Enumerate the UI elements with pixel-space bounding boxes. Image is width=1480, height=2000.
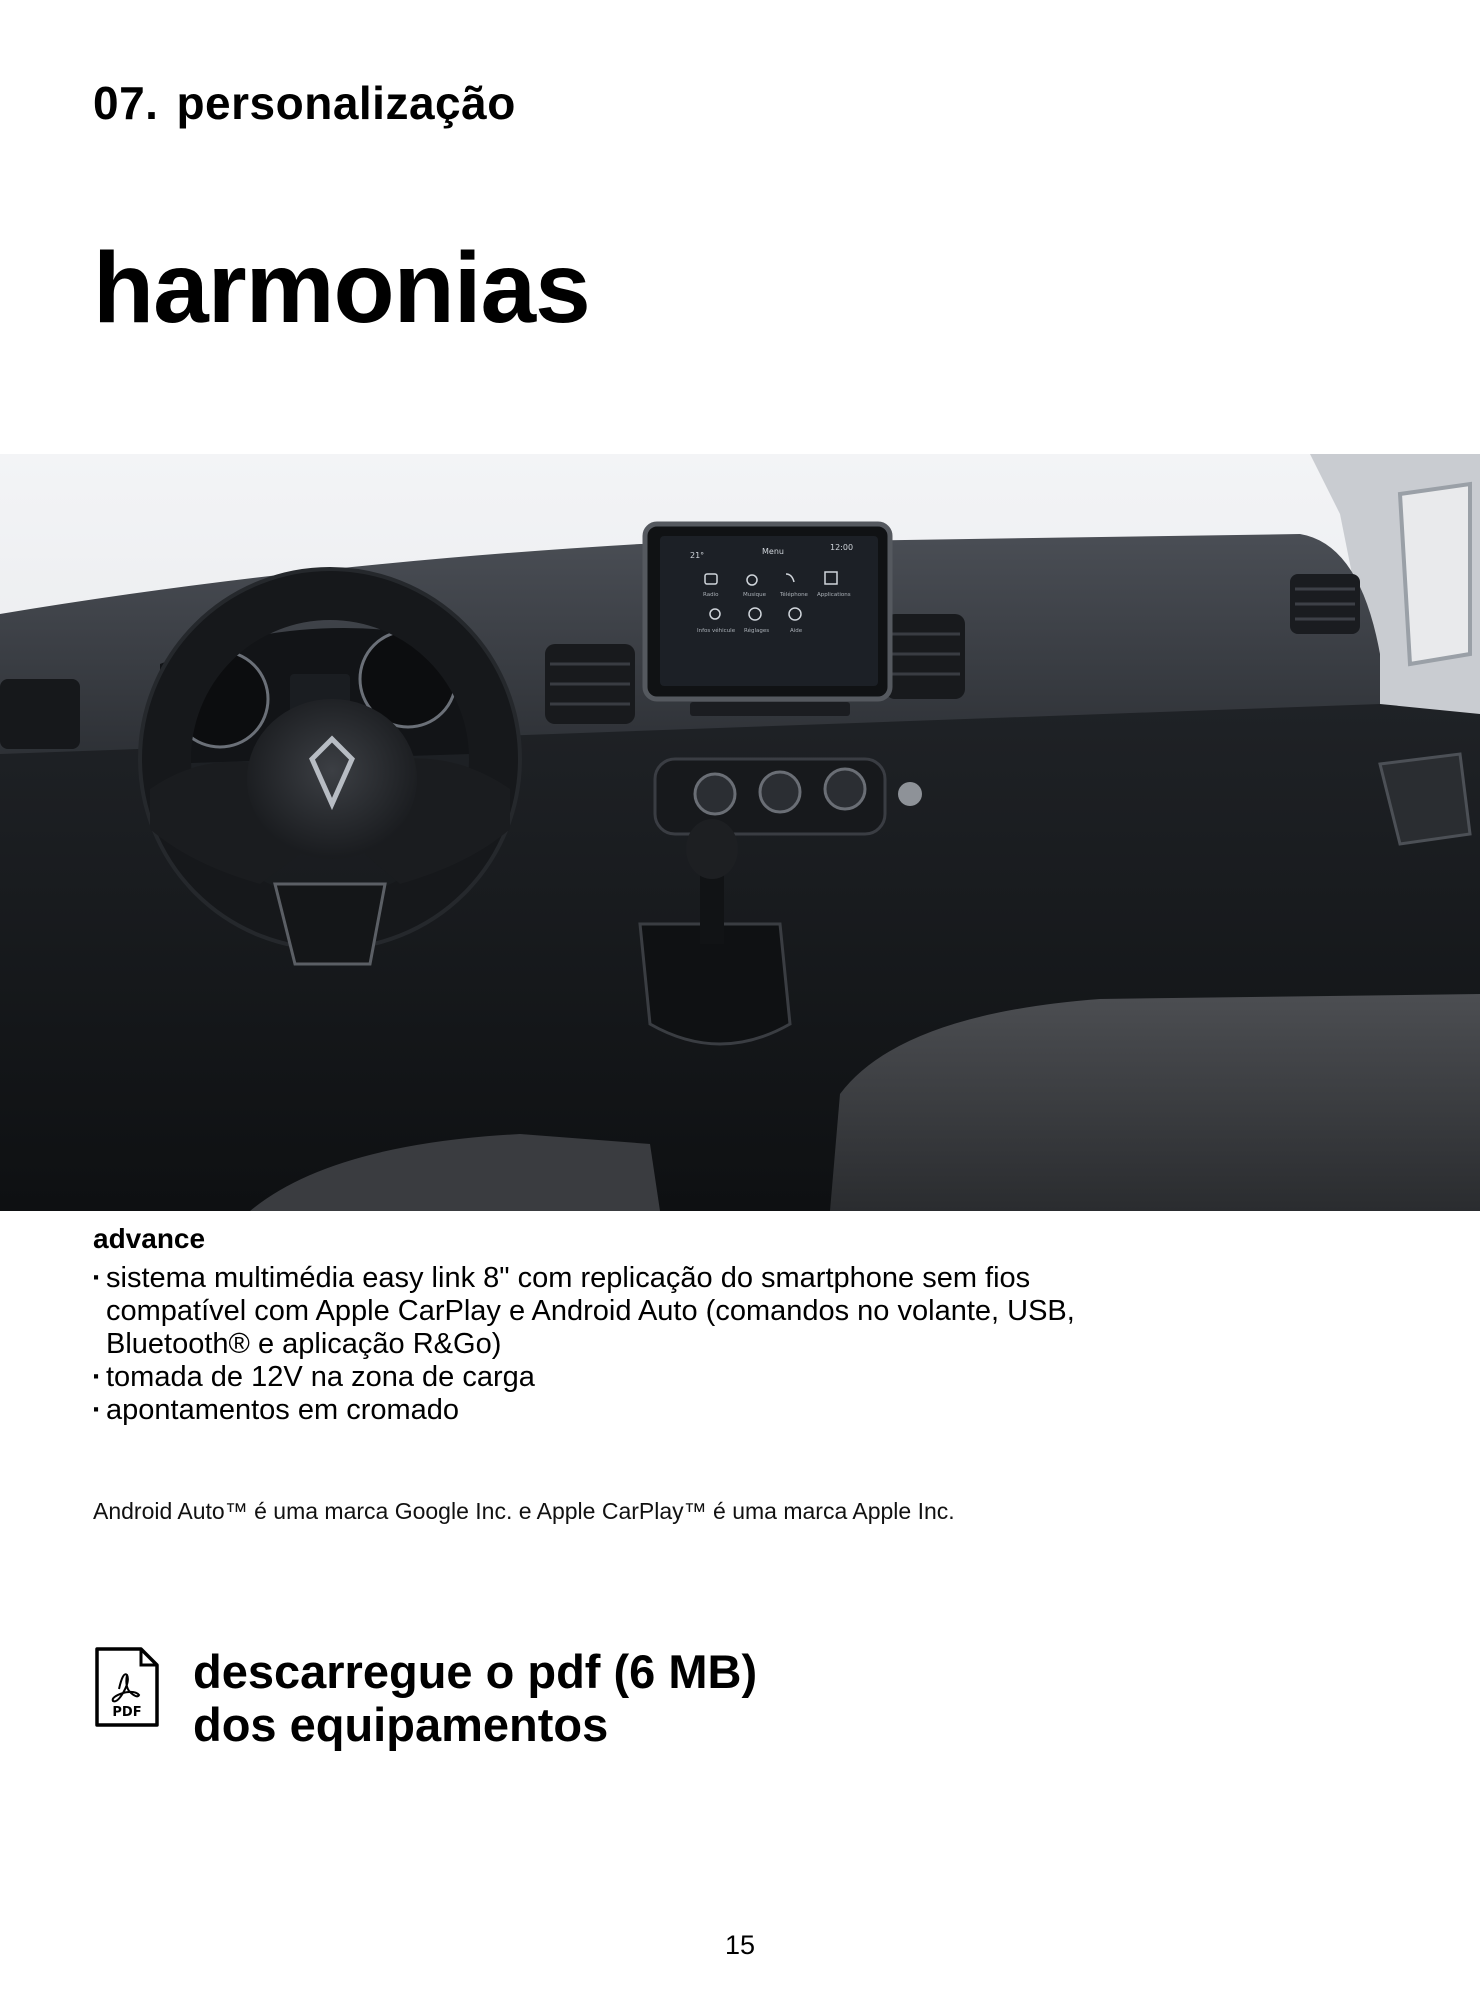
trim-name: advance [93,1223,206,1254]
feature-item: · apontamentos em cromado [93,1394,1393,1427]
feature-item: · tomada de 12V na zona de carga [93,1361,1393,1394]
page-title: harmonias [93,232,590,344]
screen-item-help: Aide [790,628,803,634]
download-pdf-link[interactable] [93,1645,757,1751]
pdf-file-icon [93,1645,161,1729]
page-number: 15 [724,1930,756,1960]
download-text [193,1645,757,1751]
screen-item-music: Musique [743,592,766,598]
section-heading [93,77,516,129]
screen-menu-title: Menu [762,547,784,556]
screen-item-radio: Radio [703,592,719,598]
trademark-note: Android Auto™ é uma marca Google Inc. e Apple CarPlay™ é uma marca Apple Inc. [93,1498,955,1524]
download-line-2: dos equipamentos [193,1698,609,1751]
pdf-icon-label: PDF [112,1705,142,1720]
screen-item-phone: Téléphone [780,592,808,598]
section-number: 07. [93,77,159,129]
screen-time: 12:00 [830,543,854,552]
feature-item: · sistema multimédia easy link 8" com replicação do smartphone sem fios compatível com Apple CarPlay e Android Auto (comandos no volante, USB, Bluetooth® e aplicação R&Go) [93,1262,1393,1361]
car-interior-photo [0,454,1480,1211]
screen-item-settings: Réglages [744,628,770,634]
section-name: personalização [176,77,516,129]
screen-item-vehicle: Infos véhicule [697,628,736,634]
screen-temperature: 21° [690,551,705,560]
feature-list [93,1262,1393,1427]
download-line-1: descarregue o pdf (6 MB) [193,1645,758,1698]
screen-item-apps: Applications [817,592,851,598]
